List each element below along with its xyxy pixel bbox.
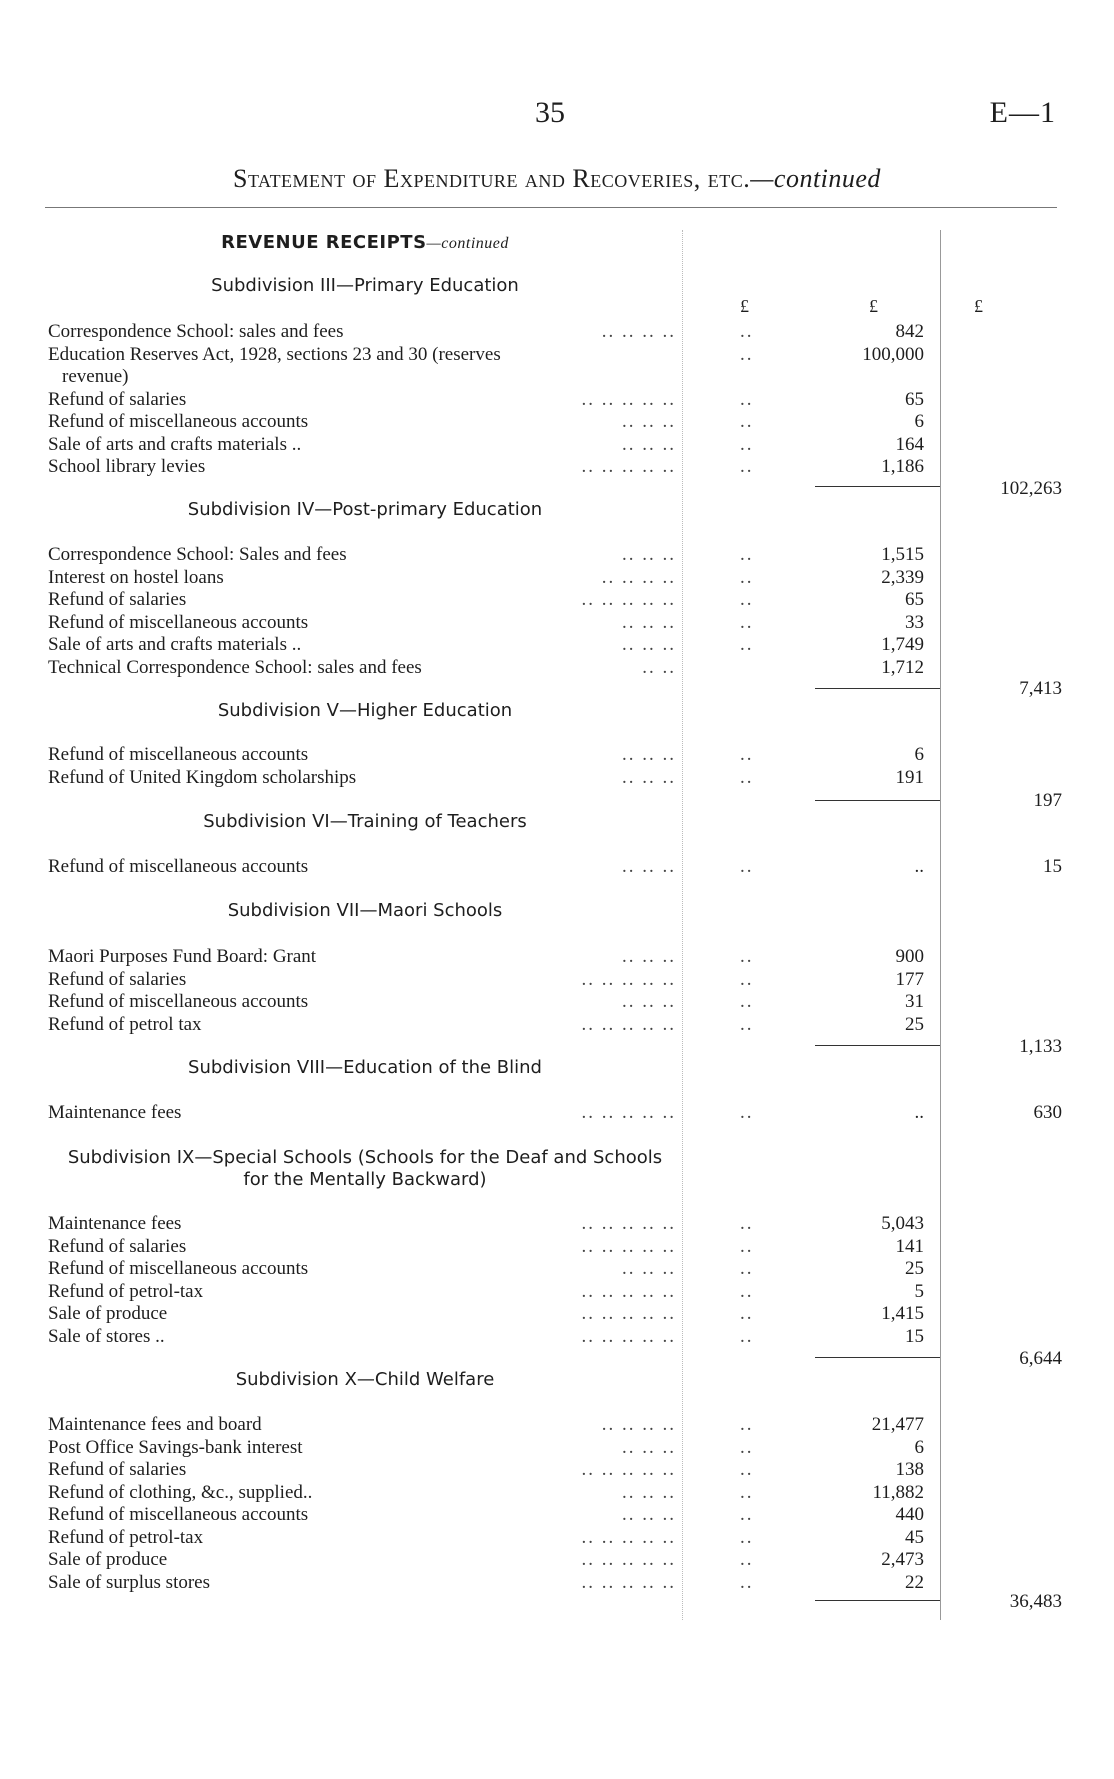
dot-leader: .. .. .. .. .. — [581, 1280, 676, 1302]
row-label: Refund of salaries — [48, 388, 187, 410]
amount-col1: .. — [740, 1280, 754, 1302]
subtotal-rule — [815, 688, 940, 689]
subdivision-heading-text: Subdivision X—Child Welfare — [235, 1369, 495, 1390]
dot-leader: .. .. .. — [622, 634, 676, 655]
revenue-receipts-heading — [45, 232, 685, 255]
amount-col1: .. — [740, 1414, 754, 1435]
amount-col2: 1,712 — [881, 656, 924, 678]
amount-col1: .. — [740, 456, 754, 477]
subdivision-total: 7,413 — [1019, 678, 1062, 699]
ledger-row — [0, 1414, 1114, 1436]
subdivision-heading — [45, 499, 685, 521]
amount-col2: 6 — [914, 744, 924, 765]
dot-leader: .. .. .. .. .. — [581, 1303, 676, 1324]
ledger-row — [0, 1459, 1114, 1481]
amount-col1: .. — [740, 1481, 754, 1503]
amount-col2: 141 — [895, 1235, 924, 1257]
subdivision-heading-text: Subdivision VI—Training of Teachers — [203, 811, 527, 832]
row-label: Refund of miscellaneous accounts — [48, 1504, 309, 1525]
dot-leader: .. .. .. .. — [601, 321, 676, 342]
amount-col2: 21,477 — [871, 1414, 924, 1435]
amount-col1: .. — [740, 1258, 754, 1279]
row-label: Interest on hostel loans — [48, 566, 224, 588]
row-label: Refund of miscellaneous accounts — [48, 856, 309, 877]
amount-col1: .. — [740, 1526, 754, 1548]
subdivision-heading — [45, 900, 685, 922]
amount-col1: .. — [740, 611, 754, 633]
subdivision-heading-text: Subdivision V—Higher Education — [217, 700, 513, 721]
dot-leader: .. .. .. .. — [601, 566, 676, 588]
subdivision-total: 197 — [1033, 790, 1062, 811]
subtotal-rule — [815, 1600, 940, 1601]
page-header — [0, 96, 1114, 136]
revenue-receipts-continued: —continued — [426, 235, 509, 252]
title-continued: —continued — [750, 164, 881, 193]
subdivision-total: 1,133 — [1019, 1036, 1062, 1057]
amount-col1: .. — [740, 566, 754, 588]
amount-col1: .. — [740, 634, 754, 655]
amount-col2: 1,749 — [881, 634, 924, 655]
amount-col2: 33 — [905, 611, 924, 633]
amount-col2: 5 — [914, 1280, 924, 1302]
amount-col1: .. — [740, 1549, 754, 1570]
row-label: Sale of stores .. — [48, 1325, 165, 1347]
amount-col2: 138 — [895, 1459, 924, 1480]
dot-leader: .. .. .. — [622, 544, 676, 565]
row-label: Refund of miscellaneous accounts — [48, 611, 309, 633]
dot-leader: .. .. .. .. .. — [581, 1102, 676, 1123]
subtotal-rule — [815, 1357, 940, 1358]
dot-leader: .. .. .. .. .. — [581, 1325, 676, 1347]
row-label: Sale of arts and crafts materials .. — [48, 433, 302, 455]
amount-col2: 1,515 — [881, 544, 924, 565]
subdivision-heading — [45, 1147, 685, 1191]
amount-col2: 2,473 — [881, 1549, 924, 1570]
dot-leader: .. .. .. .. .. — [581, 968, 676, 990]
page-title — [0, 164, 1114, 194]
ledger-row — [0, 657, 1114, 679]
row-label: Refund of miscellaneous accounts — [48, 991, 309, 1012]
amount-col2: 25 — [905, 1013, 924, 1035]
row-label: Refund of salaries — [48, 1459, 187, 1480]
amount-col1: .. — [740, 766, 754, 788]
subdivision-total: 6,644 — [1019, 1348, 1062, 1369]
row-label: Post Office Savings-bank interest — [48, 1436, 303, 1458]
document-code: E—1 — [989, 96, 1056, 129]
dot-leader: .. .. — [642, 656, 676, 678]
row-label: Refund of salaries — [48, 968, 187, 990]
row-label: Refund of United Kingdom scholarships — [48, 766, 357, 788]
amount-col2: .. — [914, 856, 924, 877]
row-label: Refund of petrol tax — [48, 1013, 202, 1035]
subdivision-heading-text-line2: for the Mentally Backward) — [243, 1169, 487, 1190]
ledger-row — [0, 1482, 1114, 1504]
currency-symbol-col3: £ — [974, 296, 983, 316]
amount-col2: 177 — [895, 968, 924, 990]
amount-col2: 842 — [895, 321, 924, 342]
dot-leader: .. .. .. — [622, 1436, 676, 1458]
row-label: Correspondence School: Sales and fees — [48, 544, 347, 565]
ledger-row — [0, 1303, 1114, 1325]
amount-col2: 65 — [905, 388, 924, 410]
amount-col1: .. — [740, 433, 754, 455]
ledger-row — [0, 1437, 1114, 1459]
subdivision-heading-text: Subdivision VII—Maori Schools — [227, 900, 503, 921]
amount-col2: 900 — [895, 946, 924, 967]
subdivision-heading — [45, 1057, 685, 1079]
amount-col1: .. — [740, 388, 754, 410]
row-label: Sale of surplus stores — [48, 1571, 211, 1593]
title-main: Statement of Expenditure and Recoveries, etc. — [233, 164, 751, 193]
amount-col2: 11,882 — [872, 1481, 924, 1503]
row-label: Maintenance fees and board — [48, 1414, 262, 1435]
ledger-row — [0, 411, 1114, 433]
ledger-row — [0, 589, 1114, 611]
amount-col1: .. — [740, 946, 754, 967]
subdivision-heading-text: Subdivision III—Primary Education — [211, 275, 519, 296]
ledger-row — [0, 1326, 1114, 1348]
ledger-row — [0, 744, 1114, 766]
amount-col1: .. — [740, 1436, 754, 1458]
dot-leader: .. .. .. — [622, 1504, 676, 1525]
subtotal-rule — [815, 800, 940, 801]
amount-col2: 191 — [895, 766, 924, 788]
ledger-row — [0, 1504, 1114, 1526]
ledger-row — [0, 1258, 1114, 1280]
dot-leader: .. .. .. — [622, 411, 676, 432]
ledger-row — [0, 434, 1114, 456]
amount-col1: .. — [740, 321, 754, 342]
ledger-row — [0, 1572, 1114, 1594]
amount-col1: .. — [740, 411, 754, 432]
amount-col1: .. — [740, 1504, 754, 1525]
dot-leader: .. .. .. — [622, 744, 676, 765]
amount-col2: 31 — [905, 991, 924, 1012]
amount-col2: 6 — [914, 411, 924, 432]
row-label: Refund of clothing, &c., supplied.. — [48, 1481, 313, 1503]
ledger-row — [0, 344, 1114, 366]
amount-col2: 1,415 — [881, 1303, 924, 1324]
dot-leader: .. .. .. .. — [601, 1414, 676, 1435]
subdivision-heading-text: Subdivision VIII—Education of the Blind — [188, 1057, 542, 1078]
dot-leader: .. .. .. — [622, 991, 676, 1012]
ledger-row — [0, 1527, 1114, 1549]
dot-leader: .. .. .. .. .. — [581, 388, 676, 410]
dot-leader: .. .. .. — [622, 766, 676, 788]
amount-col2: 22 — [905, 1571, 924, 1593]
amount-col1: .. — [740, 1213, 754, 1234]
ledger-row — [0, 969, 1114, 991]
ledger-row — [0, 456, 1114, 478]
subdivision-heading — [45, 1369, 685, 1391]
ledger-row — [0, 1236, 1114, 1258]
subdivision-heading — [45, 700, 685, 722]
row-label: Refund of petrol-tax — [48, 1280, 204, 1302]
amount-col1: .. — [740, 1235, 754, 1257]
ledger-row — [0, 567, 1114, 589]
subdivision-heading — [45, 275, 685, 297]
row-label: Refund of salaries — [48, 589, 187, 610]
row-label: Refund of miscellaneous accounts — [48, 1258, 309, 1279]
revenue-receipts-label: REVENUE RECEIPTS — [221, 232, 427, 253]
ledger-row — [0, 612, 1114, 634]
row-label: Sale of produce — [48, 1549, 168, 1570]
currency-symbol-col2: £ — [869, 296, 878, 316]
amount-col1: .. — [740, 343, 754, 365]
amount-col1: .. — [740, 1303, 754, 1324]
row-label: Refund of salaries — [48, 1235, 187, 1257]
ledger-row — [0, 1281, 1114, 1303]
dot-leader: .. .. .. .. .. — [581, 1235, 676, 1257]
ledger-row — [0, 1102, 1114, 1124]
amount-col1: .. — [740, 544, 754, 565]
row-label: Maintenance fees — [48, 1213, 182, 1234]
ledger-row — [0, 1014, 1114, 1036]
row-label: Correspondence School: sales and fees — [48, 321, 344, 342]
amount-col1: .. — [740, 1325, 754, 1347]
row-label: Refund of miscellaneous accounts — [48, 411, 309, 432]
row-label: Sale of arts and crafts materials .. — [48, 634, 302, 655]
ledger-row — [0, 946, 1114, 968]
subdivision-total: 15 — [1043, 856, 1062, 877]
subdivision-total: 102,263 — [1000, 478, 1062, 499]
row-label: Refund of miscellaneous accounts — [48, 744, 309, 765]
ledger-row — [0, 1549, 1114, 1571]
subtotal-rule — [815, 486, 940, 487]
dot-leader: .. .. .. — [622, 1481, 676, 1503]
amount-col2: 65 — [905, 589, 924, 610]
amount-col1: .. — [740, 1459, 754, 1480]
dot-leader: .. .. .. — [622, 433, 676, 455]
subdivision-heading — [45, 811, 685, 833]
dot-leader: .. .. .. — [622, 611, 676, 633]
dot-leader: .. .. .. .. .. — [581, 1549, 676, 1570]
dot-leader: .. .. .. .. .. — [581, 1571, 676, 1593]
ledger-row — [0, 991, 1114, 1013]
dot-leader: .. .. .. — [622, 1258, 676, 1279]
row-label: School library levies — [48, 456, 206, 477]
dot-leader: .. .. .. .. .. — [581, 1013, 676, 1035]
dot-leader: .. .. .. — [622, 946, 676, 967]
currency-symbol-col1: £ — [740, 296, 749, 316]
dot-leader: .. .. .. .. .. — [581, 589, 676, 610]
row-label: Sale of produce — [48, 1303, 168, 1324]
ledger-row — [0, 366, 1114, 388]
row-label: Technical Correspondence School: sales and fees — [48, 656, 422, 678]
amount-col2: 5,043 — [881, 1213, 924, 1234]
ledger-row — [0, 544, 1114, 566]
amount-col1: .. — [740, 968, 754, 990]
ledger-row — [0, 321, 1114, 343]
row-label: Maori Purposes Fund Board: Grant — [48, 946, 317, 967]
row-label: Education Reserves Act, 1928, sections 23 and 30 (reserves — [48, 343, 501, 365]
amount-col1: .. — [740, 1013, 754, 1035]
amount-col1: .. — [740, 1571, 754, 1593]
subtotal-rule — [815, 1045, 940, 1046]
subdivision-heading-text: Subdivision IV—Post-primary Education — [187, 499, 543, 520]
subdivision-total: 630 — [1033, 1102, 1062, 1123]
amount-col1: .. — [740, 1102, 754, 1123]
amount-col2: 2,339 — [881, 566, 924, 588]
amount-col1: .. — [740, 589, 754, 610]
dot-leader: .. .. .. .. .. — [581, 456, 676, 477]
amount-col1: .. — [740, 991, 754, 1012]
row-label: revenue) — [62, 366, 129, 387]
title-rule — [45, 207, 1057, 208]
ledger-row — [0, 389, 1114, 411]
subdivision-heading-text: Subdivision IX—Special Schools (Schools for the Deaf and Schools — [67, 1147, 663, 1168]
amount-col2: 6 — [914, 1436, 924, 1458]
dot-leader: .. .. .. .. .. — [581, 1459, 676, 1480]
dot-leader: .. .. .. .. .. — [581, 1213, 676, 1234]
subdivision-total: 36,483 — [1009, 1591, 1062, 1612]
amount-col2: 164 — [895, 433, 924, 455]
amount-col1: .. — [740, 856, 754, 877]
dot-leader: .. .. .. — [622, 856, 676, 877]
ledger-row — [0, 1213, 1114, 1235]
amount-col2: 100,000 — [862, 343, 924, 365]
amount-col2: 15 — [905, 1325, 924, 1347]
ledger-row — [0, 767, 1114, 789]
amount-col2: .. — [914, 1102, 924, 1123]
amount-col1: .. — [740, 744, 754, 765]
page-number: 35 — [535, 96, 565, 129]
amount-col2: 45 — [905, 1526, 924, 1548]
amount-col2: 440 — [895, 1504, 924, 1525]
amount-col2: 25 — [905, 1258, 924, 1279]
row-label: Maintenance fees — [48, 1102, 182, 1123]
amount-col2: 1,186 — [881, 456, 924, 477]
dot-leader: .. .. .. .. .. — [581, 1526, 676, 1548]
row-label: Refund of petrol-tax — [48, 1526, 204, 1548]
ledger-row — [0, 634, 1114, 656]
ledger-row — [0, 856, 1114, 878]
